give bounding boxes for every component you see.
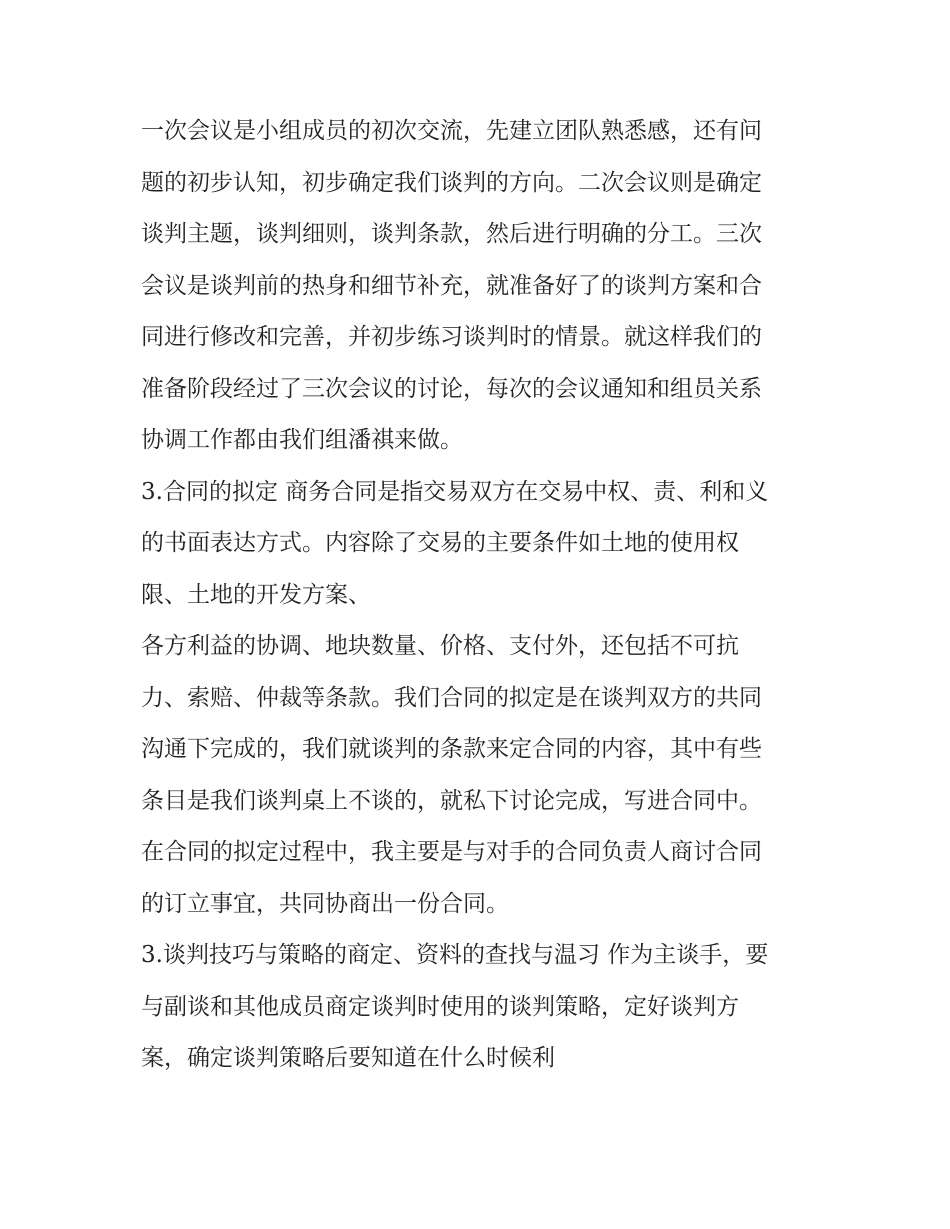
text-line: 协调工作都由我们组潘祺来做。: [141, 427, 463, 453]
text-line: 会议是谈判前的热身和细节补充，就准备好了的谈判方案和合: [141, 272, 762, 299]
text-line: 在合同的拟定过程中，我主要是与对手的合同负责人商讨合同: [141, 839, 762, 865]
text-line: 准备阶段经过了三次会议的讨论，每次的会议通知和组员关系: [141, 375, 762, 402]
section-heading-line: 3.合同的拟定 商务合同是指交易双方在交易中权、责、利和义: [141, 478, 769, 505]
text-line: 题的初步认知，初步确定我们谈判的方向。二次会议则是确定: [141, 169, 762, 196]
text-line: 的书面表达方式。内容除了交易的主要条件如土地的使用权: [141, 530, 739, 556]
text-line: 一次会议是小组成员的初次交流，先建立团队熟悉感，还有问: [141, 118, 762, 144]
text-line: 限、土地的开发方案、: [141, 581, 371, 608]
body-text: [141, 106, 821, 1085]
text-line: 同进行修改和完善，并初步练习谈判时的情景。就这样我们的: [141, 324, 762, 350]
text-line: 力、索赔、仲裁等条款。我们合同的拟定是在谈判双方的共同: [141, 684, 762, 711]
text-line: 沟通下完成的，我们就谈判的条款来定合同的内容，其中有些: [141, 736, 762, 762]
text-line: 谈判主题，谈判细则，谈判条款，然后进行明确的分工。三次: [141, 221, 762, 247]
text-line: 条目是我们谈判桌上不谈的，就私下讨论完成，写进合同中。: [141, 787, 762, 814]
text-line: 案，确定谈判策略后要知道在什么时候利: [141, 1045, 555, 1071]
section-heading-line: 3.谈判技巧与策略的商定、资料的查找与温习 作为主谈手，要: [141, 942, 769, 968]
text-line: 的订立事宜，共同协商出一份合同。: [141, 890, 509, 917]
text-line: 各方利益的协调、地块数量、价格、支付外，还包括不可抗: [141, 633, 739, 659]
text-line: 与副谈和其他成员商定谈判时使用的谈判策略，定好谈判方: [141, 993, 739, 1020]
